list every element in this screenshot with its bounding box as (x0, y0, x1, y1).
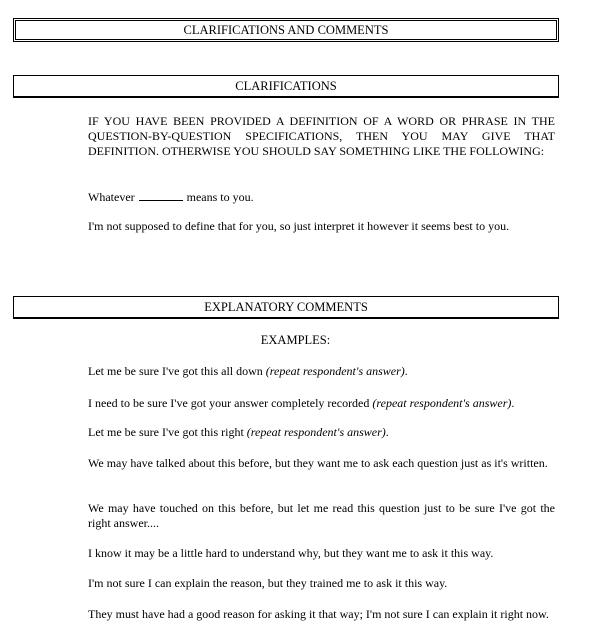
examples-label: EXAMPLES: (260, 333, 331, 347)
whatever-before: Whatever (88, 190, 135, 204)
example-item (88, 501, 555, 531)
explanatory-header-box (13, 296, 559, 318)
example-text: I know it may be a little hard to understand why, but they want me to ask it this way. (88, 546, 494, 560)
example-tail: . (511, 396, 515, 410)
example-tail: . (404, 364, 408, 378)
fill-in-blank (139, 190, 183, 201)
example-text: We may have talked about this before, but they want me to ask each question just as it's written. (88, 456, 548, 470)
explanatory-title: EXPLANATORY COMMENTS (204, 300, 368, 314)
example-note: (repeat respondent's answer) (246, 425, 386, 439)
example-note: (repeat respondent's answer) (372, 396, 512, 410)
example-tail: . (385, 425, 389, 439)
clarifications-title: CLARIFICATIONS (235, 79, 337, 93)
example-item (88, 456, 555, 471)
whatever-after: means to you. (186, 190, 254, 204)
clarifications-instruction: IF YOU HAVE BEEN PROVIDED A DEFINITION OF A WORD OR PHRASE IN THE QUESTION-BY-QUESTION SPECIFICATIONS, THEN YOU MAY GIVE THAT DEFINITION. OTHERWISE YOU SHOULD SAY SOMETHING LIKE THE FOLLOWING: (88, 114, 555, 158)
whatever-line (88, 190, 555, 205)
example-item (88, 546, 555, 561)
main-header-box (13, 18, 559, 42)
not-supposed-line: I'm not supposed to define that for you, so just interpret it however it seems best to you. (88, 219, 510, 233)
example-item (88, 607, 555, 622)
main-header-title: CLARIFICATIONS AND COMMENTS (183, 23, 389, 37)
example-text: They must have had a good reason for asking it that way; I'm not sure I can explain it right now. (88, 607, 549, 621)
example-text: I'm not sure I can explain the reason, but they trained me to ask it this way. (88, 576, 448, 590)
clarifications-header-box (13, 75, 559, 97)
example-text: We may have touched on this before, but let me read this question just to be sure I've got the right answer.... (88, 501, 555, 530)
example-item (88, 576, 555, 591)
example-note: (repeat respondent's answer) (265, 364, 405, 378)
example-item (88, 364, 555, 379)
example-item (88, 396, 555, 411)
example-text: Let me be sure I've got this all down (88, 364, 266, 378)
example-text: I need to be sure I've got your answer completely recorded (88, 396, 373, 410)
example-item (88, 425, 555, 440)
example-text: Let me be sure I've got this right (88, 425, 247, 439)
